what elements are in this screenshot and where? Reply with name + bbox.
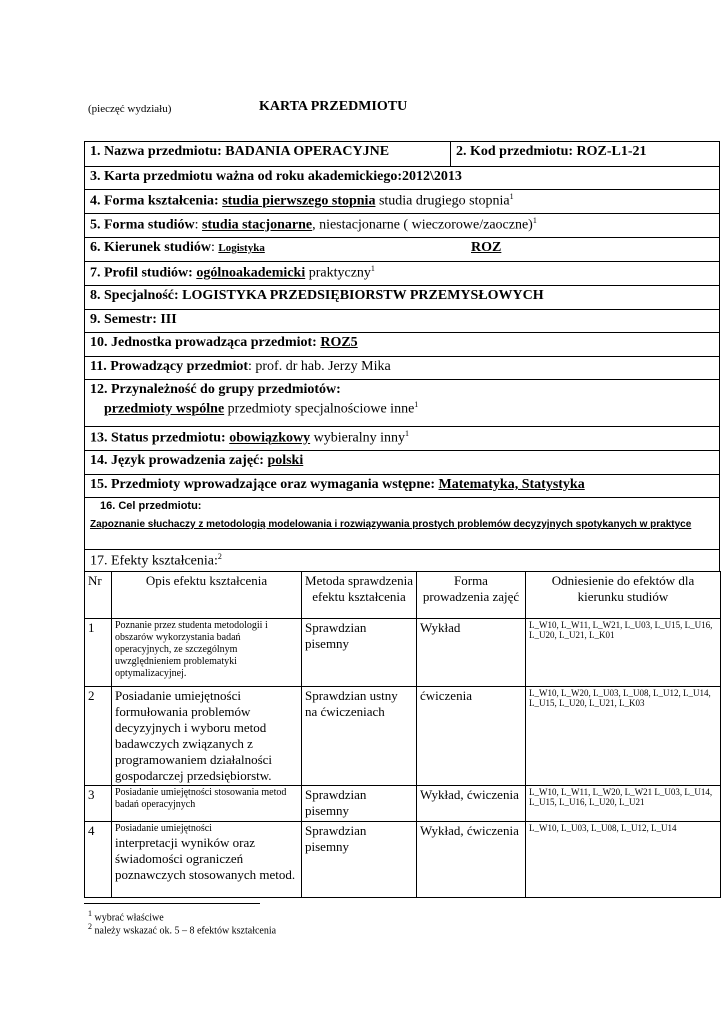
lecturer-value: : prof. dr hab. Jerzy Mika <box>248 359 391 374</box>
selected-option: przedmioty wspólne <box>104 401 225 417</box>
cell-description: Poznanie przez studenta metodologii i obszarów wykorzystania badań operacyjnych, ze szczególnym uwzględnieniem problematyki optymalizacyjnej. <box>112 619 302 687</box>
label: 12. Przynależność do grupy przedmiotów: <box>90 382 341 397</box>
row-education-form <box>84 189 720 213</box>
cell-description: Posiadanie umiejętności formułowania problemów decyzyjnych i wyboru metod badawczych związanych z programowaniem działalności gospodarczej przedsiębiorstw. <box>112 687 302 786</box>
course-code-cell <box>450 142 652 166</box>
table-row <box>85 619 721 687</box>
col-reference: Odniesienie do efektów dla kierunku studiów <box>526 572 721 619</box>
col-description: Opis efektu kształcenia <box>112 572 302 619</box>
field-code: ROZ <box>471 240 502 255</box>
row-prerequisites <box>84 474 720 497</box>
cell-method: Sprawdzian ustny na ćwiczeniach <box>302 687 417 786</box>
row-study-form <box>84 213 720 237</box>
specialty: 8. Specjalność: LOGISTYKA PRZEDSIĘBIORSTW PRZEMYSŁOWYCH <box>90 288 544 303</box>
cell-nr: 2 <box>85 687 112 786</box>
table-row <box>85 687 721 786</box>
cell-reference: L_W10, L_W11, L_W20, L_W21 L_U03, L_U14, L_U15, L_U16, L_U20, L_U21 <box>526 786 721 822</box>
cell-form: Wykład <box>417 619 526 687</box>
col-method: Metoda sprawdzenia efektu kształcenia <box>302 572 417 619</box>
cell-description <box>112 822 302 898</box>
language-value: polski <box>267 453 304 468</box>
cell-form: ćwiczenia <box>417 687 526 786</box>
page-title: KARTA PRZEDMIOTU <box>259 99 408 114</box>
cell-form: Wykład, ćwiczenia <box>417 786 526 822</box>
description-rest: interpretacji wyników oraz świadomości ograniczeń poznawczych stosowanych metod. <box>115 835 296 882</box>
footnote-ref: 1 <box>414 400 419 409</box>
cell-method: Sprawdzian pisemny <box>302 786 417 822</box>
unit-value: ROZ5 <box>320 335 358 350</box>
faculty-stamp-label: (pieczęć wydziału) <box>88 103 172 115</box>
footnote-divider <box>84 903 260 904</box>
cell-reference: L_W10, L_U03, L_U08, L_U12, L_U14 <box>526 822 721 898</box>
selected-option: obowiązkowy <box>229 430 311 446</box>
other-option: studia drugiego stopnia <box>375 193 510 209</box>
row-specialty <box>84 285 720 309</box>
label: 11. Prowadzący przedmiot <box>90 359 248 374</box>
group-options <box>90 400 714 418</box>
valid-year: 3. Karta przedmiotu ważna od roku akademickiego:2012\2013 <box>90 169 462 184</box>
label: 16. Cel przedmiotu: <box>100 500 202 512</box>
cell-reference: L_W10, L_W20, L_U03, L_U08, L_U12, L_U14, L_U15, L_U20, L_U21, L_K03 <box>526 687 721 786</box>
row-unit <box>84 332 720 356</box>
row-semester <box>84 309 720 332</box>
row-lecturer <box>84 356 720 379</box>
col-form: Forma prowadzenia zajęć <box>417 572 526 619</box>
label: 4. Forma kształcenia: <box>90 193 223 209</box>
row-effects-title <box>84 549 720 571</box>
row-profile <box>84 261 720 285</box>
table-header-row <box>85 572 721 619</box>
row-field <box>84 237 720 261</box>
other-option: przedmioty specjalnościowe inne <box>224 401 415 417</box>
cell-nr: 4 <box>85 822 112 898</box>
course-code: 2. Kod przedmiotu: ROZ-L1-21 <box>456 144 647 159</box>
cell-nr: 3 <box>85 786 112 822</box>
selected-option: ogólnoakademicki <box>196 265 306 281</box>
col-nr: Nr <box>85 572 112 619</box>
footnote-text: wybrać właściwe <box>92 912 164 924</box>
other-option: wybieralny inny <box>310 430 406 446</box>
table-row <box>85 822 721 898</box>
footnote-mark: 1 <box>88 909 92 918</box>
label: 15. Przedmioty wprowadzające oraz wymagania wstępne: <box>90 477 439 492</box>
footnote-ref: 2 <box>217 552 222 561</box>
footnote-2 <box>88 922 276 936</box>
row-course-name <box>84 141 720 166</box>
course-name: 1. Nazwa przedmiotu: BADANIA OPERACYJNE <box>90 144 390 159</box>
footnote-text: należy wskazać ok. 5 – 8 efektów kształcenia <box>92 925 277 937</box>
description-first-line: Posiadanie umiejętności <box>115 823 212 834</box>
goal-text: Zapoznanie słuchaczy z metodologią modelowania i rozwiązywania prostych problemów decyzyjnych spotykanych w praktyce <box>90 519 692 530</box>
cell-description: Posiadanie umiejętności stosowania metod badań operacyjnych <box>112 786 302 822</box>
footnote-ref: 1 <box>532 216 537 225</box>
selected-option: studia pierwszego stopnia <box>222 193 376 209</box>
label: 14. Język prowadzenia zajęć: <box>90 453 268 468</box>
cell-method: Sprawdzian pisemny <box>302 619 417 687</box>
effects-table <box>84 571 721 898</box>
label: 7. Profil studiów: <box>90 265 197 281</box>
row-valid-year <box>84 166 720 189</box>
footnote-ref: 1 <box>370 264 375 273</box>
field-value: Logistyka <box>218 242 265 254</box>
row-language <box>84 450 720 474</box>
other-option: praktyczny <box>305 265 371 281</box>
cell-nr: 1 <box>85 619 112 687</box>
footnote-mark: 2 <box>88 922 92 931</box>
cell-form: Wykład, ćwiczenia <box>417 822 526 898</box>
label: 5. Forma studiów <box>90 217 195 233</box>
row-group <box>84 379 720 426</box>
colon: : <box>194 217 203 233</box>
prerequisites-value: Matematyka, Statystyka <box>438 477 585 492</box>
selected-option: studia stacjonarne <box>202 217 313 233</box>
footnote-ref: 1 <box>405 429 410 438</box>
row-goal <box>84 497 720 549</box>
label: 13. Status przedmiotu: <box>90 430 230 446</box>
other-option: , niestacjonarne ( wieczorowe/zaoczne) <box>312 217 533 233</box>
label: 10. Jednostka prowadząca przedmiot: <box>90 335 321 350</box>
semester: 9. Semestr: III <box>90 312 177 327</box>
colon: : <box>210 240 219 255</box>
label: 17. Efekty kształcenia: <box>90 553 218 569</box>
row-status <box>84 426 720 450</box>
label: 6. Kierunek studiów <box>90 240 211 255</box>
table-row <box>85 786 721 822</box>
cell-reference: L_W10, L_W11, L_W21, L_U03, L_U15, L_U16, L_U20, L_U21, L_K01 <box>526 619 721 687</box>
footnote-ref: 1 <box>509 192 514 201</box>
cell-method: Sprawdzian pisemny <box>302 822 417 898</box>
